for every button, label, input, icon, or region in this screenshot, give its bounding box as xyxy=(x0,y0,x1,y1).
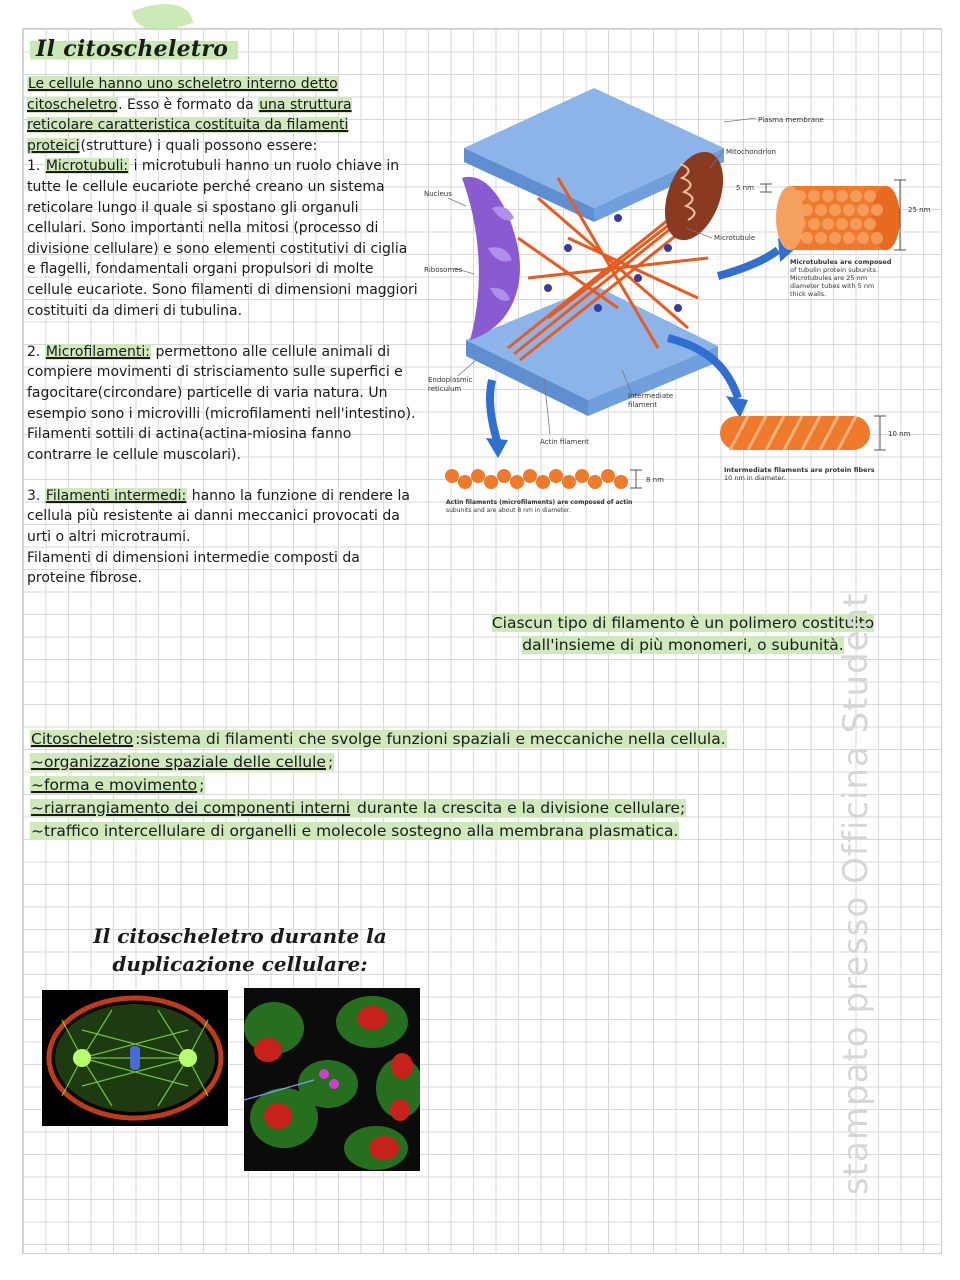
label-mt-25nm: 25 nm xyxy=(908,206,931,214)
summary-item-forma: ~forma e movimento ; xyxy=(31,776,205,794)
summary-list xyxy=(30,728,910,843)
svg-text:thick walls.: thick walls. xyxy=(790,290,827,298)
summary-definition: Citoscheletro :sistema di filamenti che svolge funzioni spaziali e meccaniche nella cellula. xyxy=(31,730,726,748)
watermark: stampato presso Officina Student xyxy=(836,592,876,1195)
intro-paragraph: Le cellule hanno uno scheletro interno detto citoscheletro. Esso è formato da una struttura reticolare caratteristica costituita da filamenti proteici(strutture) i quali possono essere: xyxy=(27,76,352,154)
svg-text:diameter tubes with 5 nm: diameter tubes with 5 nm xyxy=(790,282,875,290)
label-plasma-membrane: Plasma membrane xyxy=(758,116,824,124)
actin-filament-model xyxy=(445,469,628,489)
label-ribosomes: Ribosomes xyxy=(424,266,463,274)
term-microtubuli: Microtubuli: xyxy=(45,158,129,175)
label-mitochondrion: Mitochondrion xyxy=(726,148,777,156)
item-filamenti-intermedi: 3. Filamenti intermedi: hanno la funzione di rendere la cellula più resistente ai danni meccanici provocati da urti o altri microtraumi. xyxy=(27,487,410,546)
arrow-microtubule xyxy=(718,250,778,276)
label-mt-5nm: 5 nm xyxy=(736,184,754,192)
page-title: Il citoscheletro xyxy=(30,36,238,62)
svg-text:subunits and are about 8 nm in: subunits and are about 8 nm in diameter. xyxy=(446,507,571,514)
label-actin-filament: Actin filament xyxy=(540,438,589,446)
cell-culture-photo xyxy=(244,988,420,1171)
label-intermediate-1: Intermediate xyxy=(628,392,674,400)
cytoskeleton-diagram xyxy=(418,78,938,520)
arrow-actin xyxy=(490,380,498,444)
polymer-note: Ciascun tipo di filamento è un polimero costituito dall'insieme di più monomeri, o subunità. xyxy=(491,614,875,654)
term-microfilamenti: Microfilamenti: xyxy=(45,343,150,360)
svg-text:Microtubules are composed: Microtubules are composed xyxy=(790,258,892,266)
summary-item-riarrangiamento: ~riarrangiamento dei componenti interni durante la crescita e la divisione cellulare; xyxy=(31,799,686,817)
mitosis-spindle-photo xyxy=(42,990,228,1126)
item-microtubuli: 1. Microtubuli: i microtubuli hanno un ruolo chiave in tutte le cellule eucariote perché creano un sistema reticolare lungo il quale si spostano gli organuli cellulari. Sono importanti nella mitosi (processo di divisione cellulare) e sono elementi costitutivi di ciglia e flagelli, fondamentali organi propulsori di molte cellule eucariote. Sono filamenti di dimensioni maggiori costituiti da dimeri di tubulina. xyxy=(27,158,418,319)
intermediate-caption xyxy=(724,466,875,482)
term-citoscheletro: Citoscheletro xyxy=(31,730,134,748)
label-intermediate-2: filament xyxy=(628,401,657,409)
actin-caption xyxy=(446,499,632,514)
label-af-8nm: 8 nm xyxy=(646,476,664,484)
svg-text:of tubulin protein subunits.: of tubulin protein subunits. xyxy=(790,266,878,274)
intro-highlight-1: Le cellule hanno uno scheletro interno detto citoscheletro xyxy=(27,76,338,113)
item-filamenti-intermedi-b: Filamenti di dimensioni intermedie composti da proteine fibrose. xyxy=(27,549,360,587)
intro-highlight-2: una struttura reticolare caratteristica costituita da filamenti proteici xyxy=(27,96,352,154)
label-nucleus: Nucleus xyxy=(424,190,452,198)
microtubule-caption xyxy=(790,258,892,298)
svg-text:Actin filaments (microfilament: Actin filaments (microfilaments) are composed of actin xyxy=(446,499,633,506)
summary-item-organizzazione: ~organizzazione spaziale delle cellule ; xyxy=(31,753,334,771)
summary-item-traffico: ~traffico intercellulare di organelli e molecole sostegno alla membrana plasmatica. xyxy=(31,822,679,840)
item-microfilamenti: 2. Microfilamenti: permettono alle cellule animali di compiere movimenti di strisciamento sulle superfici e fagocitare(circondare) particelle di varia natura. Un esempio sono i microvilli (microfilamenti nell'intestino). xyxy=(27,343,416,422)
svg-text:Microtubules are 25 nm: Microtubules are 25 nm xyxy=(790,274,868,282)
label-if-10nm: 10 nm xyxy=(888,430,911,438)
label-er-2: reticulum xyxy=(428,385,462,393)
item-microfilamenti-b: Filamenti sottili di actina(actina-miosina fanno contrarre le cellule muscolari). xyxy=(27,426,352,463)
label-er-1: Endoplasmic xyxy=(428,376,473,384)
intermediate-filament-model xyxy=(720,416,870,450)
svg-text:10 nm in diameter.: 10 nm in diameter. xyxy=(724,474,786,482)
svg-text:Intermediate filaments are pro: Intermediate filaments are protein fibers xyxy=(724,466,875,474)
term-filamenti-intermedi: Filamenti intermedi: xyxy=(45,487,187,504)
main-text xyxy=(27,74,419,589)
section-subtitle: Il citoscheletro durante la duplicazione cellulare: xyxy=(93,924,387,976)
label-microtubule: Microtubule xyxy=(714,234,756,242)
